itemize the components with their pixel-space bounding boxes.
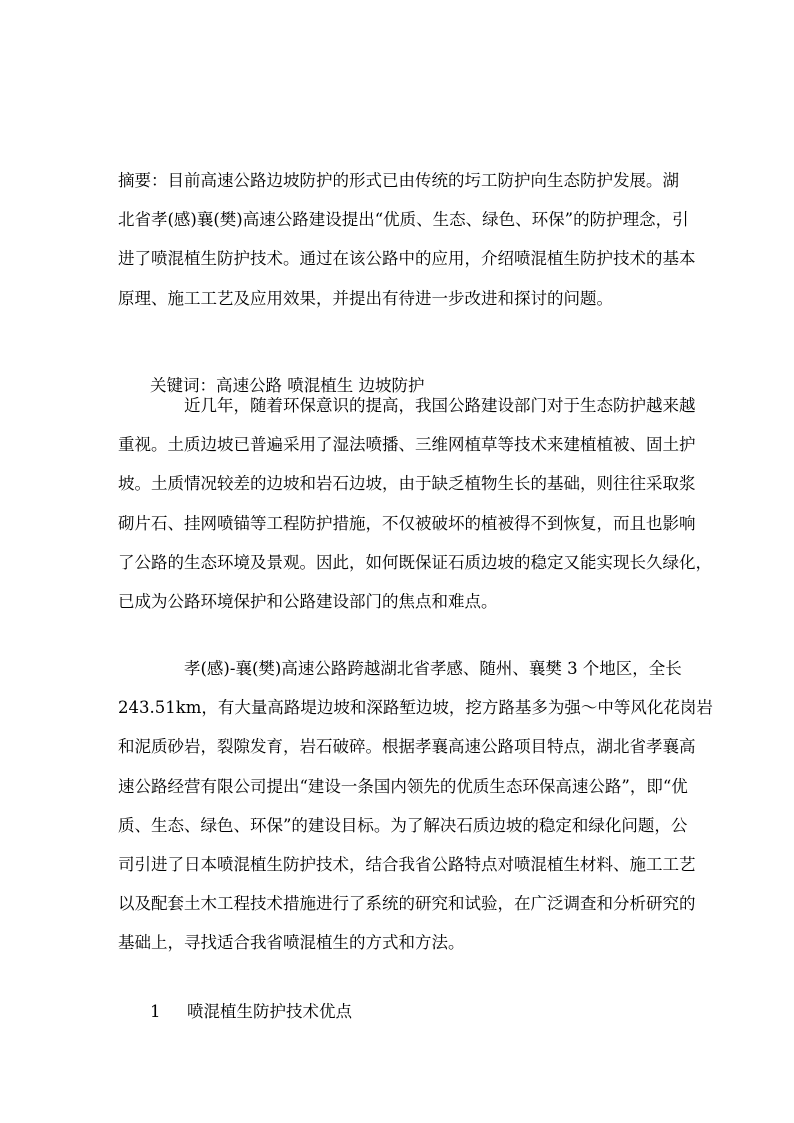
paragraph-line: 重视。土质边坡已普遍采用了湿法喷播、三维网植草等技术来建植植被、固土护 [118, 435, 696, 455]
paragraph-line: 速公路经营有限公司提出“建设一条国内领先的优质生态环保高速公路”，即“优 [118, 776, 688, 796]
abstract-paragraph [118, 161, 696, 318]
body-paragraph-1 [118, 386, 712, 621]
section-number: 1 [150, 1002, 161, 1021]
keywords-line: 关键词：高速公路 喷混植生 边坡防护 [150, 376, 425, 395]
paragraph-line: 孝(感)-襄(樊)高速公路跨越湖北省孝感、随州、襄樊 3 个地区，全长 [184, 659, 682, 678]
paragraph-line: 坡。土质情况较差的边坡和岩石边坡，由于缺乏植物生长的基础，则往往采取浆 [118, 474, 696, 494]
section-heading-1 [150, 992, 650, 1031]
paragraph-line: 砌片石、挂网喷锚等工程防护措施，不仅被破坏的植被得不到恢复，而且也影响 [118, 513, 696, 533]
abstract-line: 北省孝(感)襄(樊)高速公路建设提出“优质、生态、绿色、环保”的防护理念，引 [118, 210, 689, 230]
paragraph-line: 了公路的生态环境及景观。因此，如何既保证石质边坡的稳定又能实现长久绿化， [118, 552, 712, 572]
paragraph-line: 已成为公路环境保护和公路建设部门的焦点和难点。 [118, 592, 498, 612]
paragraph-line: 和泥质砂岩，裂隙发育，岩石破碎。根据孝襄高速公路项目特点，湖北省孝襄高 [118, 737, 696, 757]
body-paragraph-2 [118, 649, 713, 963]
paragraph-line: 质、生态、绿色、环保”的建设目标。为了解决石质边坡的稳定和绿化问题，公 [118, 815, 688, 835]
abstract-line: 进了喷混植生防护技术。通过在该公路中的应用，介绍喷混植生防护技术的基本 [118, 249, 696, 269]
paragraph-line: 近几年，随着环保意识的提高，我国公路建设部门对于生态防护越来越 [184, 396, 696, 415]
abstract-line: 原理、施工工艺及应用效果，并提出有待进一步改进和探讨的问题。 [118, 288, 613, 308]
paragraph-line: 以及配套土木工程技术措施进行了系统的研究和试验，在广泛调查和分析研究的 [118, 894, 696, 914]
paragraph-line: 243.51km，有大量高路堤边坡和深路堑边坡，挖方路基多为强～中等风化花岗岩 [118, 698, 713, 718]
paragraph-line: 基础上，寻找适合我省喷混植生的方式和方法。 [118, 933, 465, 953]
paragraph-line: 司引进了日本喷混植生防护技术，结合我省公路特点对喷混植生材料、施工工艺 [118, 855, 696, 875]
section-title: 喷混植生防护技术优点 [187, 1002, 352, 1021]
abstract-line: 摘要：目前高速公路边坡防护的形式已由传统的圬工防护向生态防护发展。湖 [118, 171, 679, 190]
